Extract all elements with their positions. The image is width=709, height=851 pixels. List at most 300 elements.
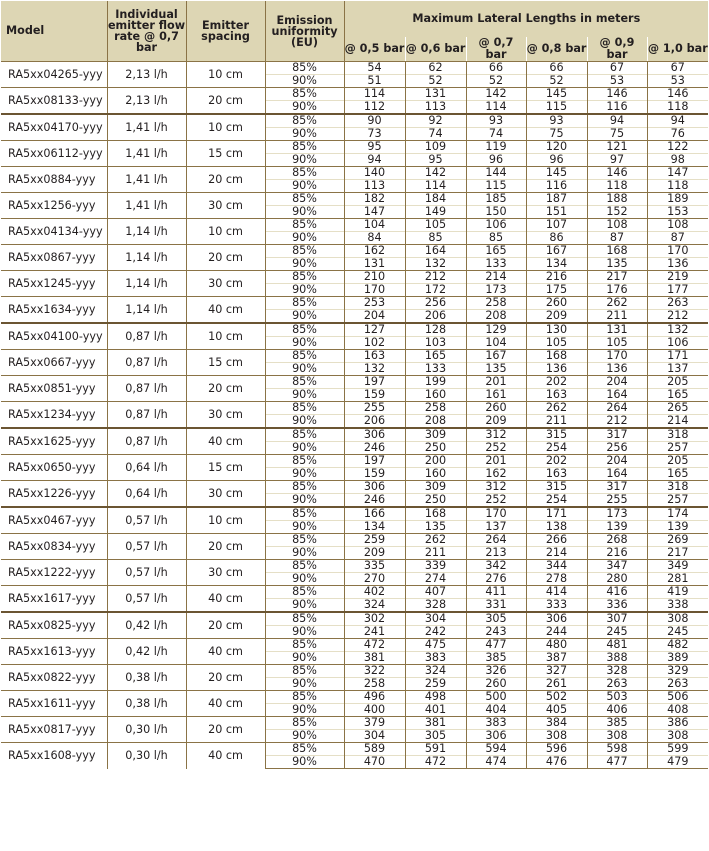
model-cell: RA5xx1625-yyy bbox=[1, 428, 107, 455]
eu-cell: 90% bbox=[265, 678, 344, 691]
length-cell: 407 bbox=[405, 586, 466, 599]
length-cell: 87 bbox=[587, 232, 647, 245]
length-cell: 480 bbox=[526, 639, 587, 652]
length-cell: 306 bbox=[344, 428, 405, 442]
length-cell: 312 bbox=[466, 428, 526, 442]
length-cell: 177 bbox=[647, 284, 708, 297]
spacing-cell: 40 cm bbox=[186, 297, 265, 324]
length-cell: 214 bbox=[647, 415, 708, 429]
spacing-cell: 20 cm bbox=[186, 665, 265, 691]
length-cell: 254 bbox=[526, 494, 587, 508]
flow-rate-cell: 0,57 l/h bbox=[107, 507, 186, 534]
length-cell: 53 bbox=[647, 75, 708, 88]
table-row bbox=[1, 665, 708, 678]
length-cell: 66 bbox=[466, 62, 526, 75]
length-cell: 263 bbox=[647, 678, 708, 691]
length-cell: 209 bbox=[344, 547, 405, 560]
length-cell: 74 bbox=[466, 128, 526, 141]
length-cell: 246 bbox=[344, 442, 405, 455]
spacing-cell: 40 cm bbox=[186, 639, 265, 665]
length-cell: 54 bbox=[344, 62, 405, 75]
length-cell: 208 bbox=[405, 415, 466, 429]
table-row bbox=[1, 481, 708, 494]
flow-rate-cell: 0,38 l/h bbox=[107, 665, 186, 691]
length-cell: 146 bbox=[587, 167, 647, 180]
eu-cell: 85% bbox=[265, 612, 344, 626]
flow-rate-cell: 2,13 l/h bbox=[107, 88, 186, 115]
eu-cell: 90% bbox=[265, 626, 344, 639]
length-cell: 118 bbox=[587, 180, 647, 193]
flow-rate-cell: 2,13 l/h bbox=[107, 62, 186, 88]
model-cell: RA5xx08133-yyy bbox=[1, 88, 107, 115]
length-cell: 67 bbox=[587, 62, 647, 75]
length-cell: 268 bbox=[587, 534, 647, 547]
header-pressure-0-8: @ 0,8 bar bbox=[526, 37, 587, 62]
length-cell: 163 bbox=[526, 468, 587, 481]
length-cell: 388 bbox=[587, 652, 647, 665]
length-cell: 331 bbox=[466, 599, 526, 613]
length-cell: 217 bbox=[647, 547, 708, 560]
flow-rate-cell: 0,57 l/h bbox=[107, 560, 186, 586]
length-cell: 136 bbox=[526, 363, 587, 376]
length-cell: 137 bbox=[466, 521, 526, 534]
length-cell: 470 bbox=[344, 756, 405, 769]
eu-cell: 90% bbox=[265, 180, 344, 193]
length-cell: 411 bbox=[466, 586, 526, 599]
length-cell: 387 bbox=[526, 652, 587, 665]
length-cell: 386 bbox=[647, 717, 708, 730]
length-cell: 134 bbox=[344, 521, 405, 534]
length-cell: 264 bbox=[587, 402, 647, 415]
spacing-cell: 15 cm bbox=[186, 141, 265, 167]
length-cell: 168 bbox=[587, 245, 647, 258]
spacing-cell: 40 cm bbox=[186, 428, 265, 455]
table-row bbox=[1, 245, 708, 258]
model-cell: RA5xx06112-yyy bbox=[1, 141, 107, 167]
header-eu-line-2: uniformity bbox=[271, 24, 338, 38]
length-cell: 243 bbox=[466, 626, 526, 639]
model-cell: RA5xx0834-yyy bbox=[1, 534, 107, 560]
flow-rate-cell: 0,87 l/h bbox=[107, 402, 186, 429]
flow-rate-cell: 0,64 l/h bbox=[107, 481, 186, 508]
length-cell: 145 bbox=[526, 88, 587, 101]
length-cell: 596 bbox=[526, 743, 587, 756]
model-cell: RA5xx0884-yyy bbox=[1, 167, 107, 193]
length-cell: 96 bbox=[466, 154, 526, 167]
spacing-cell: 20 cm bbox=[186, 167, 265, 193]
model-cell: RA5xx0822-yyy bbox=[1, 665, 107, 691]
length-cell: 254 bbox=[526, 442, 587, 455]
eu-cell: 85% bbox=[265, 560, 344, 573]
length-cell: 402 bbox=[344, 586, 405, 599]
spacing-cell: 30 cm bbox=[186, 560, 265, 586]
length-cell: 131 bbox=[405, 88, 466, 101]
length-cell: 308 bbox=[647, 730, 708, 743]
length-cell: 209 bbox=[466, 415, 526, 429]
model-cell: RA5xx1634-yyy bbox=[1, 297, 107, 324]
length-cell: 150 bbox=[466, 206, 526, 219]
length-cell: 105 bbox=[526, 337, 587, 350]
length-cell: 168 bbox=[405, 507, 466, 521]
length-cell: 328 bbox=[587, 665, 647, 678]
table-row bbox=[1, 743, 708, 756]
length-cell: 165 bbox=[647, 389, 708, 402]
length-cell: 53 bbox=[587, 75, 647, 88]
length-cell: 385 bbox=[587, 717, 647, 730]
length-cell: 94 bbox=[587, 114, 647, 128]
length-cell: 106 bbox=[647, 337, 708, 350]
length-cell: 252 bbox=[466, 442, 526, 455]
length-cell: 139 bbox=[587, 521, 647, 534]
length-cell: 113 bbox=[405, 101, 466, 115]
length-cell: 153 bbox=[647, 206, 708, 219]
table-row bbox=[1, 219, 708, 232]
model-cell: RA5xx0667-yyy bbox=[1, 350, 107, 376]
length-cell: 305 bbox=[466, 612, 526, 626]
length-cell: 258 bbox=[466, 297, 526, 310]
length-cell: 90 bbox=[344, 114, 405, 128]
length-cell: 206 bbox=[405, 310, 466, 324]
length-cell: 317 bbox=[587, 428, 647, 442]
length-cell: 264 bbox=[466, 534, 526, 547]
header-pressure-1-0: @ 1,0 bar bbox=[647, 37, 708, 62]
length-cell: 244 bbox=[526, 626, 587, 639]
eu-cell: 90% bbox=[265, 730, 344, 743]
length-cell: 307 bbox=[587, 612, 647, 626]
spacing-cell: 30 cm bbox=[186, 402, 265, 429]
eu-cell: 85% bbox=[265, 167, 344, 180]
flow-rate-cell: 1,14 l/h bbox=[107, 245, 186, 271]
length-cell: 108 bbox=[647, 219, 708, 232]
eu-cell: 90% bbox=[265, 547, 344, 560]
length-cell: 135 bbox=[587, 258, 647, 271]
length-cell: 250 bbox=[405, 442, 466, 455]
length-cell: 260 bbox=[526, 297, 587, 310]
length-cell: 108 bbox=[587, 219, 647, 232]
table-row bbox=[1, 428, 708, 442]
spacing-cell: 30 cm bbox=[186, 193, 265, 219]
length-cell: 144 bbox=[466, 167, 526, 180]
length-cell: 115 bbox=[466, 180, 526, 193]
table-row bbox=[1, 350, 708, 363]
length-cell: 266 bbox=[526, 534, 587, 547]
eu-cell: 90% bbox=[265, 206, 344, 219]
length-cell: 96 bbox=[526, 154, 587, 167]
length-cell: 329 bbox=[647, 665, 708, 678]
length-cell: 498 bbox=[405, 691, 466, 704]
eu-cell: 90% bbox=[265, 75, 344, 88]
length-cell: 257 bbox=[647, 494, 708, 508]
length-cell: 86 bbox=[526, 232, 587, 245]
length-cell: 204 bbox=[587, 376, 647, 389]
eu-cell: 90% bbox=[265, 468, 344, 481]
length-cell: 85 bbox=[466, 232, 526, 245]
length-cell: 336 bbox=[587, 599, 647, 613]
length-cell: 62 bbox=[405, 62, 466, 75]
length-cell: 241 bbox=[344, 626, 405, 639]
length-cell: 147 bbox=[344, 206, 405, 219]
length-cell: 164 bbox=[587, 468, 647, 481]
length-cell: 308 bbox=[647, 612, 708, 626]
flow-rate-cell: 0,42 l/h bbox=[107, 639, 186, 665]
length-cell: 503 bbox=[587, 691, 647, 704]
length-cell: 308 bbox=[526, 730, 587, 743]
length-cell: 85 bbox=[405, 232, 466, 245]
length-cell: 94 bbox=[647, 114, 708, 128]
length-cell: 197 bbox=[344, 455, 405, 468]
length-cell: 52 bbox=[405, 75, 466, 88]
header-flow-line-2: emitter flow bbox=[107, 19, 186, 32]
length-cell: 162 bbox=[344, 245, 405, 258]
length-cell: 121 bbox=[587, 141, 647, 154]
length-cell: 93 bbox=[466, 114, 526, 128]
eu-cell: 90% bbox=[265, 415, 344, 429]
length-cell: 208 bbox=[466, 310, 526, 324]
flow-rate-cell: 1,41 l/h bbox=[107, 114, 186, 141]
length-cell: 200 bbox=[405, 455, 466, 468]
length-cell: 326 bbox=[466, 665, 526, 678]
length-cell: 116 bbox=[526, 180, 587, 193]
length-cell: 112 bbox=[344, 101, 405, 115]
length-cell: 416 bbox=[587, 586, 647, 599]
length-cell: 327 bbox=[526, 665, 587, 678]
table-row bbox=[1, 507, 708, 521]
spacing-cell: 10 cm bbox=[186, 114, 265, 141]
length-cell: 202 bbox=[526, 455, 587, 468]
length-cell: 171 bbox=[647, 350, 708, 363]
length-cell: 132 bbox=[647, 323, 708, 337]
spacing-cell: 40 cm bbox=[186, 743, 265, 769]
eu-cell: 90% bbox=[265, 389, 344, 402]
length-cell: 344 bbox=[526, 560, 587, 573]
length-cell: 132 bbox=[405, 258, 466, 271]
header-pressure-0-5: @ 0,5 bar bbox=[344, 37, 405, 62]
spacing-cell: 30 cm bbox=[186, 271, 265, 297]
length-cell: 408 bbox=[647, 704, 708, 717]
eu-cell: 85% bbox=[265, 271, 344, 284]
length-cell: 164 bbox=[405, 245, 466, 258]
table-row bbox=[1, 167, 708, 180]
length-cell: 140 bbox=[344, 167, 405, 180]
length-cell: 260 bbox=[466, 678, 526, 691]
eu-cell: 85% bbox=[265, 402, 344, 415]
length-cell: 51 bbox=[344, 75, 405, 88]
spacing-cell: 40 cm bbox=[186, 691, 265, 717]
length-cell: 109 bbox=[405, 141, 466, 154]
length-cell: 419 bbox=[647, 586, 708, 599]
length-cell: 105 bbox=[587, 337, 647, 350]
table-row bbox=[1, 88, 708, 101]
length-cell: 93 bbox=[526, 114, 587, 128]
length-cell: 133 bbox=[405, 363, 466, 376]
length-cell: 102 bbox=[344, 337, 405, 350]
model-cell: RA5xx04134-yyy bbox=[1, 219, 107, 245]
length-cell: 252 bbox=[466, 494, 526, 508]
flow-rate-cell: 0,30 l/h bbox=[107, 743, 186, 769]
length-cell: 171 bbox=[526, 507, 587, 521]
length-cell: 250 bbox=[405, 494, 466, 508]
length-cell: 189 bbox=[647, 193, 708, 206]
length-cell: 328 bbox=[405, 599, 466, 613]
length-cell: 315 bbox=[526, 428, 587, 442]
header-eu-line-1: Emission bbox=[276, 13, 333, 27]
table-row bbox=[1, 297, 708, 310]
length-cell: 166 bbox=[344, 507, 405, 521]
length-cell: 385 bbox=[466, 652, 526, 665]
length-cell: 315 bbox=[526, 481, 587, 494]
length-cell: 163 bbox=[344, 350, 405, 363]
model-cell: RA5xx1608-yyy bbox=[1, 743, 107, 769]
length-cell: 129 bbox=[466, 323, 526, 337]
header-pressure-0-7: @ 0,7 bar bbox=[466, 37, 526, 62]
length-cell: 219 bbox=[647, 271, 708, 284]
length-cell: 87 bbox=[647, 232, 708, 245]
length-cell: 414 bbox=[526, 586, 587, 599]
length-cell: 302 bbox=[344, 612, 405, 626]
length-cell: 170 bbox=[587, 350, 647, 363]
spacing-cell: 40 cm bbox=[186, 586, 265, 613]
model-cell: RA5xx0825-yyy bbox=[1, 612, 107, 639]
length-cell: 113 bbox=[344, 180, 405, 193]
length-cell: 74 bbox=[405, 128, 466, 141]
length-cell: 201 bbox=[466, 376, 526, 389]
length-cell: 134 bbox=[526, 258, 587, 271]
model-cell: RA5xx0650-yyy bbox=[1, 455, 107, 481]
header-spacing bbox=[186, 1, 265, 62]
length-cell: 131 bbox=[344, 258, 405, 271]
length-cell: 120 bbox=[526, 141, 587, 154]
length-cell: 52 bbox=[466, 75, 526, 88]
header-emission-uniformity bbox=[265, 1, 344, 62]
length-cell: 255 bbox=[587, 494, 647, 508]
flow-rate-cell: 0,87 l/h bbox=[107, 428, 186, 455]
length-cell: 114 bbox=[466, 101, 526, 115]
model-cell: RA5xx04170-yyy bbox=[1, 114, 107, 141]
length-cell: 259 bbox=[405, 678, 466, 691]
length-cell: 383 bbox=[405, 652, 466, 665]
length-cell: 349 bbox=[647, 560, 708, 573]
length-cell: 107 bbox=[526, 219, 587, 232]
length-cell: 598 bbox=[587, 743, 647, 756]
length-cell: 210 bbox=[344, 271, 405, 284]
eu-cell: 85% bbox=[265, 245, 344, 258]
length-cell: 401 bbox=[405, 704, 466, 717]
eu-cell: 85% bbox=[265, 455, 344, 468]
length-cell: 306 bbox=[526, 612, 587, 626]
eu-cell: 90% bbox=[265, 442, 344, 455]
length-cell: 253 bbox=[344, 297, 405, 310]
length-cell: 197 bbox=[344, 376, 405, 389]
length-cell: 211 bbox=[526, 415, 587, 429]
length-cell: 309 bbox=[405, 481, 466, 494]
model-cell: RA5xx04100-yyy bbox=[1, 323, 107, 350]
length-cell: 116 bbox=[587, 101, 647, 115]
eu-cell: 85% bbox=[265, 691, 344, 704]
table-row bbox=[1, 691, 708, 704]
eu-cell: 85% bbox=[265, 350, 344, 363]
length-cell: 137 bbox=[647, 363, 708, 376]
length-cell: 256 bbox=[587, 442, 647, 455]
eu-cell: 85% bbox=[265, 297, 344, 310]
length-cell: 164 bbox=[587, 389, 647, 402]
length-cell: 145 bbox=[526, 167, 587, 180]
model-cell: RA5xx1611-yyy bbox=[1, 691, 107, 717]
table-row bbox=[1, 271, 708, 284]
table-body bbox=[1, 62, 708, 769]
length-cell: 308 bbox=[587, 730, 647, 743]
length-cell: 173 bbox=[587, 507, 647, 521]
length-cell: 182 bbox=[344, 193, 405, 206]
spacing-cell: 10 cm bbox=[186, 62, 265, 88]
length-cell: 202 bbox=[526, 376, 587, 389]
length-cell: 142 bbox=[466, 88, 526, 101]
length-cell: 260 bbox=[466, 402, 526, 415]
length-cell: 139 bbox=[647, 521, 708, 534]
length-cell: 381 bbox=[344, 652, 405, 665]
length-cell: 258 bbox=[344, 678, 405, 691]
flow-rate-cell: 0,57 l/h bbox=[107, 586, 186, 613]
length-cell: 256 bbox=[405, 297, 466, 310]
table-row bbox=[1, 114, 708, 128]
length-cell: 276 bbox=[466, 573, 526, 586]
length-cell: 476 bbox=[526, 756, 587, 769]
length-cell: 106 bbox=[466, 219, 526, 232]
length-cell: 591 bbox=[405, 743, 466, 756]
model-cell: RA5xx1613-yyy bbox=[1, 639, 107, 665]
flow-rate-cell: 0,87 l/h bbox=[107, 376, 186, 402]
length-cell: 152 bbox=[587, 206, 647, 219]
length-cell: 103 bbox=[405, 337, 466, 350]
spacing-cell: 20 cm bbox=[186, 534, 265, 560]
length-cell: 262 bbox=[587, 297, 647, 310]
table-row bbox=[1, 376, 708, 389]
length-cell: 335 bbox=[344, 560, 405, 573]
eu-cell: 85% bbox=[265, 88, 344, 101]
spacing-cell: 20 cm bbox=[186, 245, 265, 271]
header-model: Model bbox=[1, 1, 107, 62]
spacing-cell: 20 cm bbox=[186, 376, 265, 402]
length-cell: 496 bbox=[344, 691, 405, 704]
length-cell: 482 bbox=[647, 639, 708, 652]
length-cell: 280 bbox=[587, 573, 647, 586]
eu-cell: 90% bbox=[265, 652, 344, 665]
flow-rate-cell: 0,38 l/h bbox=[107, 691, 186, 717]
flow-rate-cell: 0,42 l/h bbox=[107, 612, 186, 639]
length-cell: 104 bbox=[344, 219, 405, 232]
length-cell: 167 bbox=[466, 350, 526, 363]
length-cell: 263 bbox=[587, 678, 647, 691]
length-cell: 187 bbox=[526, 193, 587, 206]
table-row bbox=[1, 639, 708, 652]
length-cell: 255 bbox=[344, 402, 405, 415]
length-cell: 175 bbox=[526, 284, 587, 297]
lateral-length-table-container bbox=[1, 1, 708, 769]
length-cell: 135 bbox=[466, 363, 526, 376]
length-cell: 95 bbox=[344, 141, 405, 154]
flow-rate-cell: 1,41 l/h bbox=[107, 193, 186, 219]
length-cell: 170 bbox=[466, 507, 526, 521]
model-cell: RA5xx1245-yyy bbox=[1, 271, 107, 297]
eu-cell: 90% bbox=[265, 128, 344, 141]
length-cell: 199 bbox=[405, 376, 466, 389]
length-cell: 174 bbox=[647, 507, 708, 521]
length-cell: 245 bbox=[647, 626, 708, 639]
length-cell: 115 bbox=[526, 101, 587, 115]
length-cell: 306 bbox=[344, 481, 405, 494]
eu-cell: 90% bbox=[265, 363, 344, 376]
length-cell: 381 bbox=[405, 717, 466, 730]
eu-cell: 85% bbox=[265, 639, 344, 652]
